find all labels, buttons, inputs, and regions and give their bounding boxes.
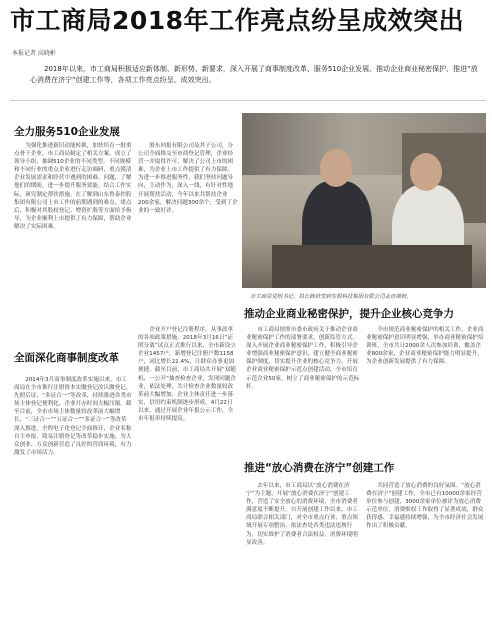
headline: 市工商局2018年工作亮点纷呈成效突出 (10, 6, 465, 35)
photo-head-left (320, 149, 352, 187)
column-text: 去年以来，市工商局以“放心消费在济宁”为主题，开展“放心消费在济宁”创建工作，营造了安全放心的消费环境，全市消费者满意度不断提升。自开展创建工作以来，市工商局联合相关部门，对全市重点行业、重点领域开展专项整治，依法查处各类违法违规行为，切实维护了消费者合法权益，消费环境明显改善。 (246, 483, 358, 546)
section-title-consumption: 推进“放心消费在济宁”创建工作 (244, 462, 395, 474)
column-510-left (14, 142, 132, 320)
photo (242, 113, 486, 288)
column-text: 企业开户登记注册程序，从事改革的各项政策措施。2018年3月16日“证照分离”试点正式推行以来，全市新设立企业1457户，新增登记注册户数1158户，同比增长22.4%，让群众办事更加便捷。截至目前，市工商局共开展“双随机、一公开”抽查检查企业，发现问题企业，依法处理，共计检查企业数量较改革前大幅增加，企业主体责任进一步落实，信用约束机制逐步形成。4月22日以来，通过开展企业年报公示工作，全市年报率持续提高。 (138, 327, 236, 423)
column-secret-right (366, 326, 486, 450)
section-title-510: 全力服务510企业发展 (14, 126, 120, 138)
photo-table (272, 245, 472, 288)
divider-top (10, 100, 486, 101)
section-title-commerce-reform: 全面深化商事制度改革 (14, 352, 119, 364)
column-text: 2014年3月商事制度改革实施以来，市工商局在全市推行注册资本实缴登记改认缴登记、先照后证、“多证合一”等改革，持续推进各类市场主体登记便利化，企业开办时间大幅压缩。截至目前，全市市场主体数量较改革前大幅增长，“三证合一”“五证合一”“多证合一”等改革深入推进，全程电子化登记全面推开，企业名称自主申报、简易注销登记等改革稳步实施，为大众创业、万众创新营造了良好的营商环境，有力激发了市场活力。 (14, 377, 132, 456)
column-text: 为强化推进新旧动能转换，加快培育一批重点骨干企业，市工商局制定了相关方案，成立了领导小组，抽调510企业的不同类型、不同规模和不同行业的重点企业进行走访调研，重点摸清企业发展需求和经营中遇到的困难、问题，了解他们的期盼，进一步提升服务效能。结合工作实际，研究制定帮扶措施。在了解到山东鲁泰控股集团有限公司上市工作的前期遇到的难点、堵点后，积极对其股权登记、增资扩股等方面给予指导，为企业顺利上市提供了有力保障，帮助企业解决了实际困难。 (14, 143, 132, 230)
intro-paragraph: 2018年以来，市工商局积极适应新体制、新形势、新要求，深入开展了商事制度改革、服务510企业发展、推动企业商业秘密保护、推进“放心消费在济宁”创建工作等，各项工作亮点纷呈、成效突出。 (30, 65, 478, 84)
section-title-trade-secret: 推动企业商业秘密保护，提升企业核心竞争力 (244, 308, 454, 320)
column-text: 市工商局按照市委市政府关于推动企业商业秘密保护工作的部署要求，创新监管方式，深入开展企业商业秘密保护工作，积极引导企业增强商业秘密保护意识，建立健全商业秘密保护制度，切实提升企业的核心竞争力。开展企业商业秘密保护示范点创建活动，全市培育示范企业50家，树立了商业秘密保护的示范标杆。 (246, 327, 360, 390)
column-510-right (138, 142, 238, 320)
column-consumption-right (366, 482, 486, 638)
column-text: 全市规范商业秘密保护的相关工作，企业商业秘密保护意识明显增强，举办商业秘密保护培训班，全市共计2000余人次参加培训，覆盖企业800余家，企业商业秘密保护能力明显提升，为企业创新发展提供了有力保障。 (366, 327, 484, 366)
column-text: 共同营造了放心消费的良好氛围。“放心消费在济宁”创建工作，全市已有10000余家经营单位参与创建，3000余家单位被评为放心消费示范单位，消费维权工作取得了显著成效，群众获得感、幸福感持续增强，为全市经济社会发展作出了积极贡献。 (366, 483, 484, 530)
photo-caption: 市工商局党组书记、局长韩培堂到东银科技集团有限公司走访调研。 (250, 294, 412, 300)
column-reform-right (138, 326, 238, 638)
byline: 本报记者 高晓彬 (12, 50, 56, 57)
photo-head-right (410, 153, 442, 191)
column-secret-left (246, 326, 360, 450)
column-text: 股东回报有限公司及其子公司，分公司全面移交至市商登记管理，企业经营一并取得许可，解决了公司上市的困难，为企业上市工作提供了有力保障。为进一步推进服务性，我们坚持问题导向，主动作为，深入一线，有针对性地开展帮扶活动，今年以来共帮扶企业200余家，解决问题300余个，受到了企业的一致好评。 (138, 143, 238, 214)
column-reform-left (14, 376, 132, 638)
column-consumption-left (246, 482, 360, 638)
